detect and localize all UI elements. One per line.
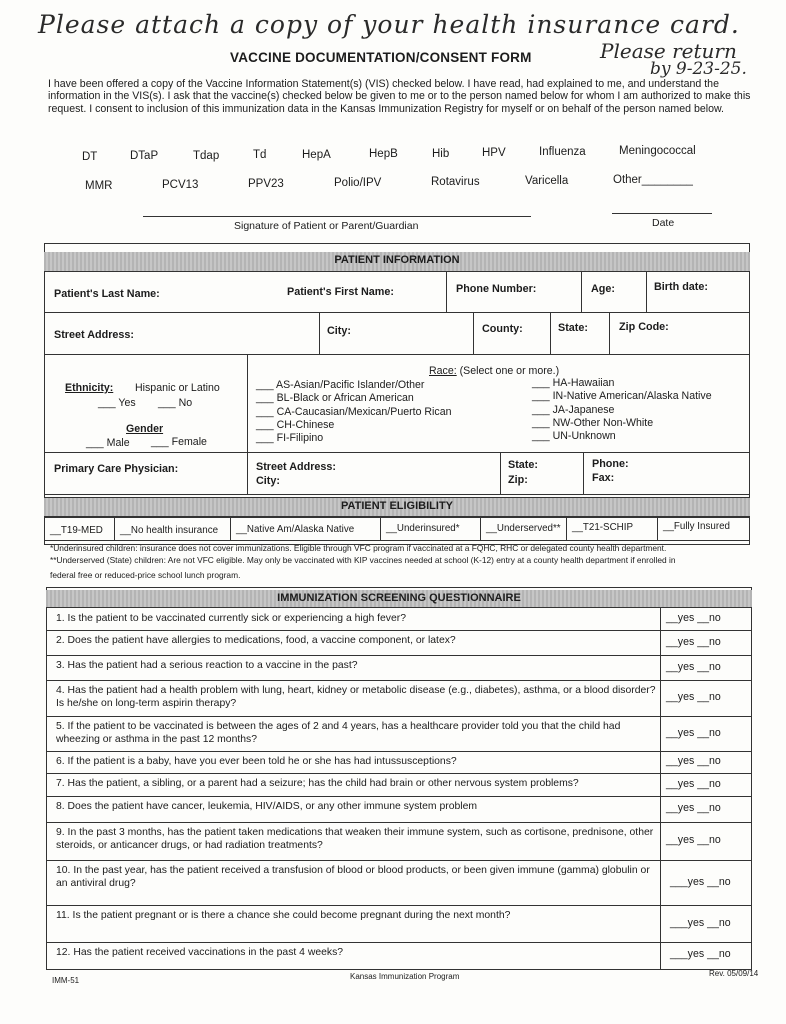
screening-question: 9. In the past 3 months, has the patient taken medications that weaken their immune system, such as cortisone, prednisone, other steroids, or anticancer drugs, or had radiation treatments? bbox=[56, 827, 654, 851]
street-address-field[interactable]: Street Address: bbox=[54, 329, 135, 341]
eligibility-option[interactable]: __No health insurance bbox=[120, 525, 219, 536]
underinsured-note: *Underinsured children: insurance does not cover immunizations. Eligible through VFC program if vaccinated at a FQHC, RHC or delegated county health department. bbox=[50, 543, 667, 553]
pcp-street-field[interactable]: Street Address: bbox=[256, 461, 337, 473]
screening-question: 1. Is the patient to be vaccinated currently sick or experiencing a high fever? bbox=[56, 613, 407, 624]
yes-no-answer[interactable]: ___yes __no bbox=[670, 875, 731, 888]
divider bbox=[609, 312, 610, 354]
ethnicity-yes-option[interactable]: ___ Yes bbox=[98, 397, 136, 409]
pcp-zip-field[interactable]: Zip: bbox=[508, 474, 528, 486]
yes-no-answer[interactable]: ___yes __no bbox=[670, 916, 731, 929]
vaccine-option[interactable]: Meningococcal bbox=[619, 145, 696, 157]
yes-no-answer[interactable]: __yes __no bbox=[666, 660, 721, 673]
divider bbox=[46, 905, 752, 906]
form-id: IMM-51 bbox=[52, 976, 80, 985]
screening-question: 5. If the patient to be vaccinated is between the ages of 2 and 4 years, has a healthcare provider told you that the child had wheezing or asthma in the past 12 months? bbox=[56, 721, 621, 745]
divider bbox=[44, 452, 750, 453]
ethnicity-no-option[interactable]: ___ No bbox=[158, 397, 193, 409]
eligibility-option[interactable]: __Underinsured* bbox=[386, 523, 460, 534]
divider bbox=[247, 452, 248, 494]
yes-no-answer[interactable]: ___yes __no bbox=[670, 947, 731, 960]
pcp-phone-field[interactable]: Phone: bbox=[592, 458, 629, 470]
gender-female-option[interactable]: ___ Female bbox=[151, 436, 207, 448]
signature-label: Signature of Patient or Parent/Guardian bbox=[234, 220, 419, 232]
eligibility-option[interactable]: __Native Am/Alaska Native bbox=[236, 524, 355, 535]
vaccine-option[interactable]: PCV13 bbox=[162, 179, 199, 191]
date-line[interactable] bbox=[612, 213, 712, 214]
screening-question: 6. If the patient is a baby, have you ever been told he or she has had intussusceptions? bbox=[56, 756, 457, 767]
questionnaire-header: IMMUNIZATION SCREENING QUESTIONNAIRE bbox=[46, 590, 752, 608]
eligibility-row-border bbox=[44, 517, 750, 541]
vaccine-option[interactable]: Other________ bbox=[613, 174, 693, 186]
patient-eligibility-header: PATIENT ELIGIBILITY bbox=[44, 497, 750, 517]
revision-date: Rev. 05/09/14 bbox=[709, 969, 759, 978]
race-option[interactable]: ___ CH-Chinese bbox=[256, 418, 335, 431]
signature-line[interactable] bbox=[143, 216, 531, 217]
divider bbox=[46, 655, 752, 656]
divider bbox=[46, 942, 752, 943]
vaccine-option[interactable]: Polio/IPV bbox=[334, 177, 382, 189]
vaccine-option[interactable]: DTaP bbox=[130, 150, 159, 162]
divider bbox=[46, 796, 752, 797]
divider bbox=[583, 452, 584, 494]
age-field[interactable]: Age: bbox=[591, 283, 615, 295]
yes-no-answer[interactable]: __yes __no bbox=[666, 834, 721, 846]
divider bbox=[44, 354, 750, 355]
screening-question: 4. Has the patient had a health problem with lung, heart, kidney or metabolic disease (e.g., diabetes), asthma, or a blood disorder? Is he/she on long-term aspirin therapy? bbox=[56, 685, 656, 709]
vaccine-option[interactable]: PPV23 bbox=[248, 178, 284, 190]
ethnicity-label: Ethnicity: bbox=[65, 382, 114, 394]
vaccine-option[interactable]: HepA bbox=[302, 149, 331, 161]
race-option[interactable]: ___ NW-Other Non-White bbox=[532, 416, 654, 429]
race-option[interactable]: ___ FI-Filipino bbox=[256, 432, 324, 445]
screening-question: 8. Does the patient have cancer, leukemia, HIV/AIDS, or any other immune system problem bbox=[56, 801, 478, 812]
eligibility-option[interactable]: __T19-MED bbox=[50, 525, 103, 536]
divider bbox=[46, 630, 752, 631]
first-name-field[interactable]: Patient's First Name: bbox=[287, 286, 394, 298]
pcp-state-field[interactable]: State: bbox=[508, 459, 538, 471]
divider bbox=[46, 680, 752, 681]
screening-question: 10. In the past year, has the patient received a transfusion of blood or blood products, or been given immune (gamma) globulin or an antiviral drug? bbox=[56, 865, 650, 889]
divider bbox=[646, 272, 647, 312]
yes-no-answer[interactable]: __yes __no bbox=[666, 635, 721, 648]
divider bbox=[473, 312, 474, 354]
vaccine-option[interactable]: Rotavirus bbox=[431, 176, 480, 188]
race-option[interactable]: ___ HA-Hawaiian bbox=[532, 377, 615, 389]
lunch-program-note: federal free or reduced-price school lunch program. bbox=[50, 570, 241, 580]
handwritten-return-note: Please return bbox=[600, 39, 737, 63]
race-option[interactable]: ___ UN-Unknown bbox=[532, 430, 616, 443]
divider bbox=[660, 608, 661, 970]
yes-no-answer[interactable]: __yes __no bbox=[666, 726, 721, 739]
ethnicity-question: Hispanic or Latino bbox=[135, 382, 220, 394]
city-field[interactable]: City: bbox=[327, 325, 351, 337]
handwritten-return-date: by 9-23-25. bbox=[650, 59, 747, 79]
vaccine-option[interactable]: Varicella bbox=[525, 175, 569, 187]
pcp-fax-field[interactable]: Fax: bbox=[592, 472, 615, 484]
phone-field[interactable]: Phone Number: bbox=[456, 283, 537, 295]
divider bbox=[44, 494, 750, 495]
race-option[interactable]: ___ JA-Japanese bbox=[532, 403, 615, 416]
race-option[interactable]: ___ AS-Asian/Pacific Islander/Other bbox=[256, 379, 425, 391]
divider bbox=[46, 822, 752, 823]
divider bbox=[46, 860, 752, 861]
consent-intro: I have been offered a copy of the Vaccine Information Statement(s) (VIS) checked below. I have read, had explained to me, and understand the information in the VIS(s). I ask that the vaccine(s) checked below be given to me or to the person named below for whom I am authorized to make this request. I consent to inclusion of this immunization data in the Kansas Immunization Registry for myself or on behalf of the person named below. bbox=[48, 78, 751, 115]
yes-no-answer[interactable]: __yes __no bbox=[666, 612, 721, 624]
race-option[interactable]: ___ BL-Black or African American bbox=[256, 392, 414, 405]
vaccine-option[interactable]: MMR bbox=[85, 180, 113, 192]
screening-question: 3. Has the patient had a serious reaction to a vaccine in the past? bbox=[56, 660, 358, 671]
eligibility-option[interactable]: __Underserved** bbox=[486, 523, 561, 534]
divider bbox=[446, 272, 447, 312]
yes-no-answer[interactable]: __yes __no bbox=[666, 802, 721, 814]
gender-male-option[interactable]: ___ Male bbox=[86, 437, 130, 449]
vaccine-option[interactable]: Hib bbox=[432, 148, 450, 160]
divider bbox=[319, 312, 320, 354]
birth-date-field[interactable]: Birth date: bbox=[654, 281, 708, 293]
divider bbox=[581, 272, 582, 312]
vaccine-option[interactable]: Influenza bbox=[539, 146, 586, 158]
program-name: Kansas Immunization Program bbox=[350, 972, 460, 981]
divider bbox=[44, 312, 750, 313]
eligibility-option[interactable]: __Fully Insured bbox=[663, 521, 730, 532]
county-field[interactable]: County: bbox=[482, 323, 523, 335]
divider bbox=[46, 751, 752, 752]
date-label: Date bbox=[652, 217, 675, 229]
race-option[interactable]: ___ CA-Caucasian/Mexican/Puerto Rican bbox=[256, 405, 452, 418]
race-option[interactable]: ___ IN-Native American/Alaska Native bbox=[532, 390, 712, 403]
primary-care-physician-field[interactable]: Primary Care Physician: bbox=[54, 463, 179, 475]
screening-question: 2. Does the patient have allergies to medications, food, a vaccine component, or latex? bbox=[56, 635, 456, 646]
vaccine-option[interactable]: Tdap bbox=[193, 150, 220, 162]
patient-info-header: PATIENT INFORMATION bbox=[44, 252, 750, 272]
divider bbox=[550, 312, 551, 354]
vaccine-option[interactable]: DT bbox=[82, 151, 98, 163]
yes-no-answer[interactable]: __yes __no bbox=[666, 691, 721, 703]
divider bbox=[500, 452, 501, 494]
race-heading: Race: (Select one or more.) bbox=[429, 365, 560, 377]
divider bbox=[46, 773, 752, 774]
eligibility-option[interactable]: __T21-SCHIP bbox=[572, 522, 633, 533]
last-name-field[interactable]: Patient's Last Name: bbox=[54, 288, 160, 300]
state-field[interactable]: State: bbox=[558, 322, 588, 334]
screening-question: 7. Has the patient, a sibling, or a parent had a seizure; has the child had brain or other nervous system problems? bbox=[56, 778, 579, 789]
vaccine-option[interactable]: HepB bbox=[369, 148, 398, 160]
form-title: VACCINE DOCUMENTATION/CONSENT FORM bbox=[230, 50, 532, 65]
divider bbox=[46, 716, 752, 717]
vaccine-option[interactable]: HPV bbox=[482, 147, 506, 159]
divider bbox=[247, 354, 248, 452]
screening-question: 12. Has the patient received vaccinations in the past 4 weeks? bbox=[56, 947, 344, 958]
vaccine-option[interactable]: Td bbox=[253, 149, 267, 161]
gender-label: Gender bbox=[126, 423, 164, 435]
zip-code-field[interactable]: Zip Code: bbox=[619, 321, 669, 333]
yes-no-answer[interactable]: __yes __no bbox=[666, 755, 721, 767]
underserved-note: **Underserved (State) children: Are not VFC eligible. May only be vaccinated with KIP vaccines needed at school (K-12) entry at a county health department if enrolled in bbox=[50, 555, 676, 565]
yes-no-answer[interactable]: __yes __no bbox=[666, 777, 721, 790]
pcp-city-field[interactable]: City: bbox=[256, 475, 280, 487]
handwritten-insurance-note: Please attach a copy of your health insurance card. bbox=[38, 10, 740, 39]
screening-question: 11. Is the patient pregnant or is there a chance she could become pregnant during the next month? bbox=[56, 910, 511, 921]
